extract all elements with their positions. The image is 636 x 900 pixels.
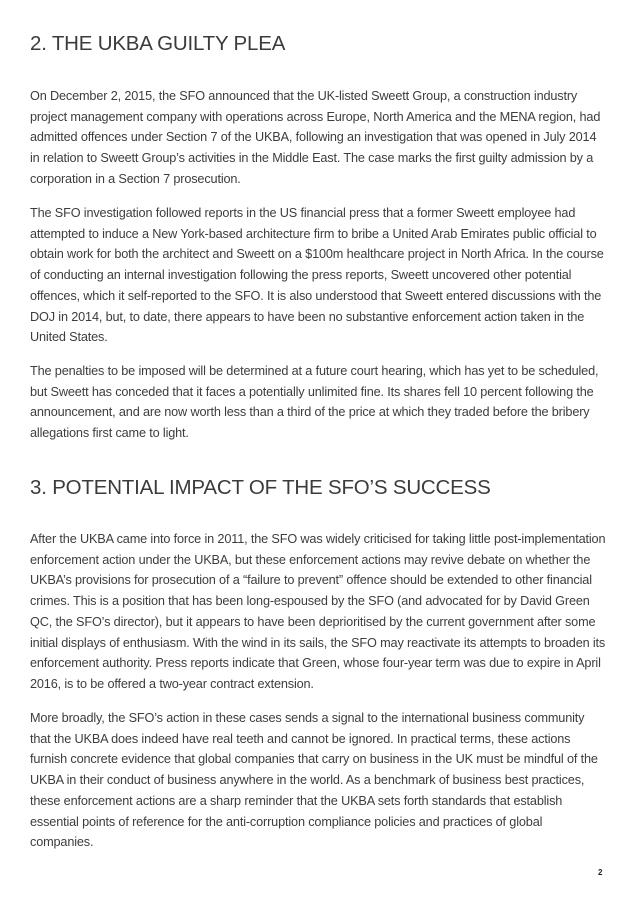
paragraph: The penalties to be imposed will be determined at a future court hearing, which has yet to be scheduled, but Sweett has conceded that it faces a potentially unlimited fine. Its shares fell 10 percent following the announcement, and are now worth less than a third of the price at which they traded before the bribery allegations first came to light. <box>30 364 599 441</box>
paragraph: On December 2, 2015, the SFO announced that the UK-listed Sweett Group, a construction industry project management company with operations across Europe, North America and the MENA region, had admitted offences under Section 7 of the UKBA, following an investigation that was opened in July 2014 in relation to Sweett Group’s activities in the Middle East. The case marks the first guilty admission by a corporation in a Section 7 prosecution. <box>30 89 601 186</box>
paragraph: After the UKBA came into force in 2011, the SFO was widely criticised for taking little post-implementation enforcement action under the UKBA, but these enforcement actions may revive debate on whether the UKBA’s provisions for prosecution of a “failure to prevent” offence should be extended to other financial crimes. This is a position that has been long-espoused by the SFO (and advocated for by David Green QC, the SFO’s director), but it appears to have been deprioritised by the current government after some initial displays of enthusiasm. With the wind in its sails, the SFO may reactivate its attempts to broaden its enforcement authority. Press reports indicate that Green, whose four-year term was due to expire in April 2016, is to be offered a two-year contract extension. <box>30 532 606 691</box>
paragraph: The SFO investigation followed reports in the US financial press that a former Sweett employee had attempted to induce a New York-based architecture firm to bribe a United Arab Emirates public official to obtain work for both the architect and Sweett on a $100m healthcare project in North Africa. In the course of conducting an internal investigation following the press reports, Sweett uncovered other potential offences, which it self-reported to the SFO. It is also understood that Sweett entered discussions with the DOJ in 2014, but, to date, there appears to have been no substantive enforcement action taken in the United States. <box>30 206 604 345</box>
page-number: 2 <box>598 868 603 877</box>
section-heading-potential-impact: 3. POTENTIAL IMPACT OF THE SFO’S SUCCESS <box>30 476 491 499</box>
section-heading-ukba-guilty-plea: 2. THE UKBA GUILTY PLEA <box>30 32 286 55</box>
paragraph: More broadly, the SFO’s action in these cases sends a signal to the international business community that the UKBA does indeed have real teeth and cannot be ignored. In practical terms, these actions furnish concrete evidence that global companies that carry on business in the UK must be mindful of the UKBA in their conduct of business anywhere in the world. As a benchmark of business best practices, these enforcement actions are a sharp reminder that the UKBA sets forth standards that establish essential points of reference for the anti-corruption compliance policies and practices of global companies. <box>30 711 598 850</box>
